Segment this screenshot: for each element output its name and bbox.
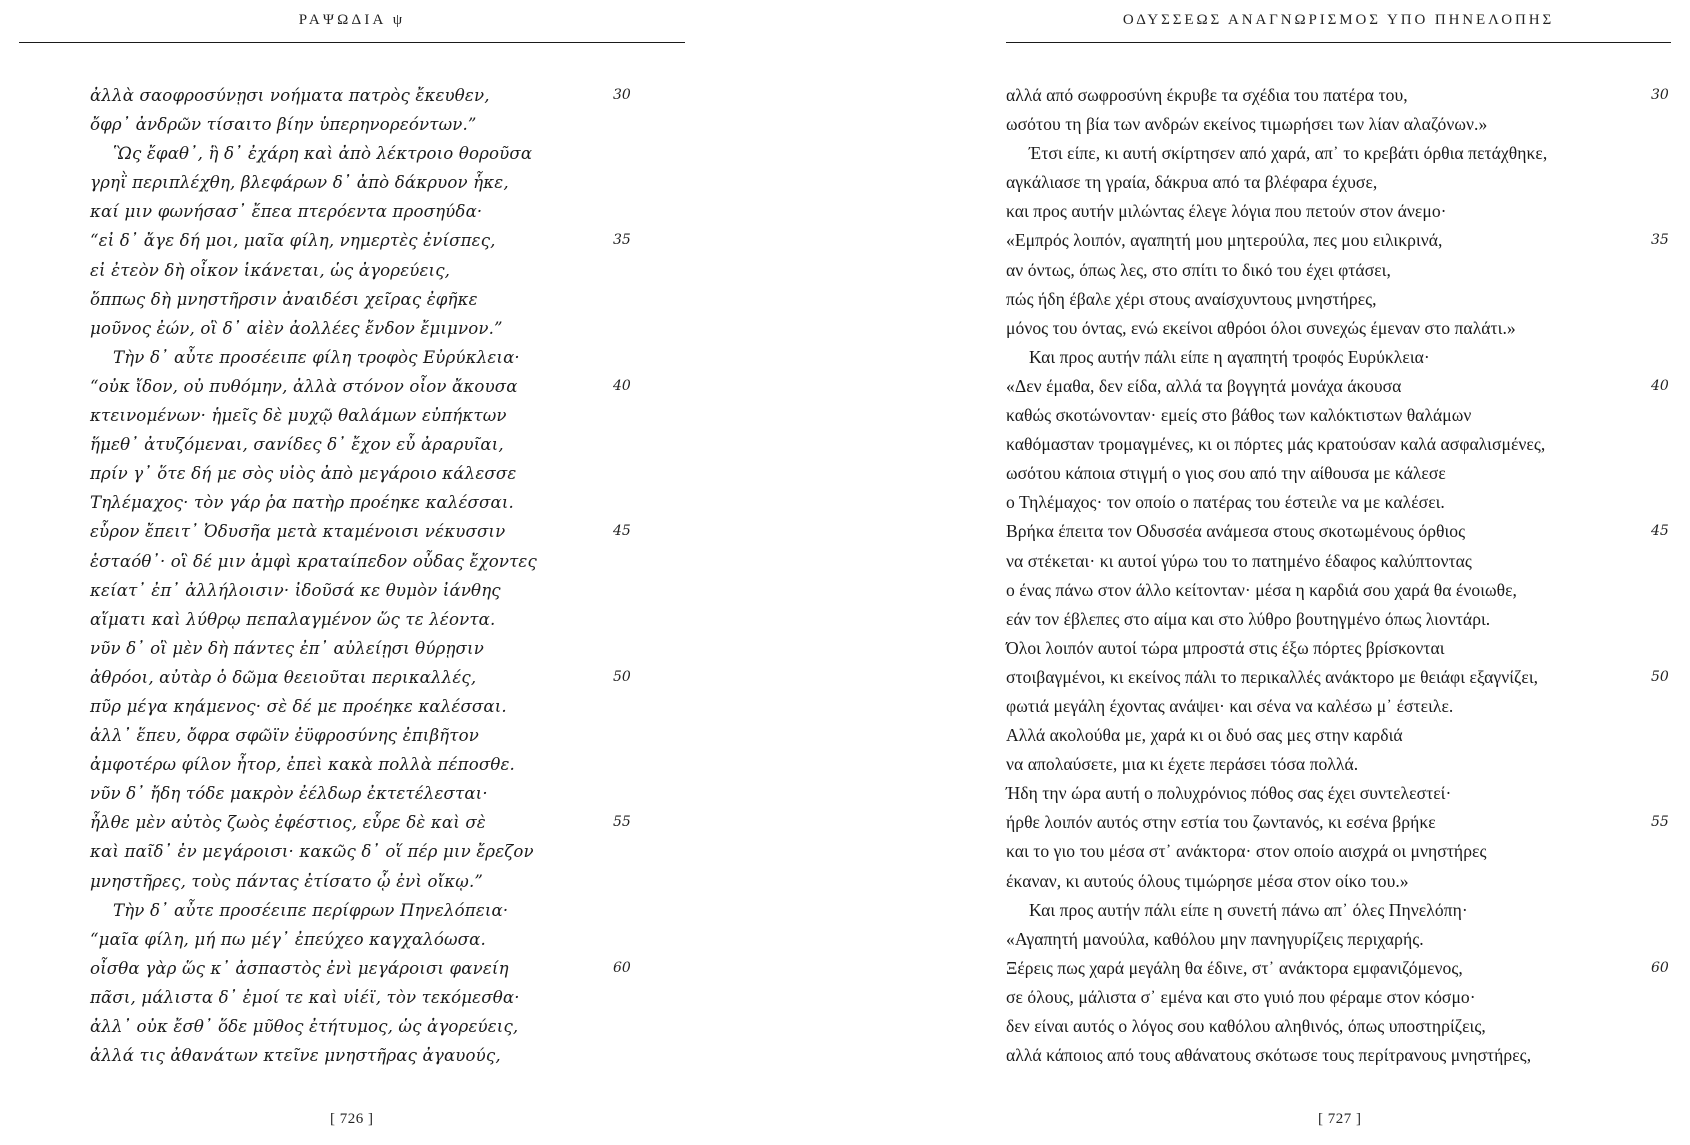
verse-line xyxy=(19,983,685,1012)
verse-line xyxy=(19,1012,685,1041)
page-number: [ 727 ] xyxy=(1318,1111,1362,1127)
verse-text: κείατ᾽ ἐπ᾽ ἀλλήλοισιν· ἰδοῦσά κε θυμὸν ἰάνθης xyxy=(90,580,501,600)
verse-line xyxy=(19,925,685,954)
verse-text: αν όντως, όπως λες, στο σπίτι το δικό του έχει φτάσει, xyxy=(1006,259,1391,280)
verse-text: ἑσταόθ᾽· οἳ δέ μιν ἀμφὶ κραταίπεδον οὖδας ἔχοντες xyxy=(90,551,537,571)
verse-text: ωσότου κάποια στιγμή ο γιος σου από την αίθουσα με κάλεσε xyxy=(1006,463,1446,484)
line-number: 40 xyxy=(613,377,631,394)
verse-line xyxy=(1006,226,1671,255)
verse-text: εἰ ἐτεὸν δὴ οἶκον ἱκάνεται, ὡς ἀγορεύεις, xyxy=(90,260,451,280)
verse-text: «Δεν έμαθα, δεν είδα, αλλά τα βογγητά μονάχα άκουσα xyxy=(1006,375,1402,396)
verse-text: γρηῒ περιπλέχθη, βλεφάρων δ᾽ ἀπὸ δάκρυον ἧκε, xyxy=(90,173,509,193)
verse-text: Τὴν δ᾽ αὖτε προσέειπε φίλη τροφὸς Εὐρύκλεια· xyxy=(113,347,520,367)
verse-line xyxy=(1006,808,1671,837)
verse-line xyxy=(1006,197,1671,226)
verse-line xyxy=(19,343,685,372)
verse-line xyxy=(1006,867,1671,896)
verse-list xyxy=(19,81,685,1070)
verse-line xyxy=(1006,576,1671,605)
verse-text: ωσότου τη βία των ανδρών εκείνος τιμωρήσει των λίαν αλαζόνων.» xyxy=(1006,114,1488,135)
verse-text: έκαναν, κι αυτούς όλους τιμώρησε μέσα στον οίκο του.» xyxy=(1006,870,1409,891)
verse-line xyxy=(1006,983,1671,1012)
verse-text: μόνος του όντας, ενώ εκείνοι αθρόοι όλοι συνεχώς έμεναν στο παλάτι.» xyxy=(1006,317,1516,338)
verse-line xyxy=(1006,168,1671,197)
verse-text: Και προς αυτήν πάλι είπε η αγαπητή τροφός Ευρύκλεια· xyxy=(1029,346,1430,367)
verse-text: “εἰ δ᾽ ἄγε δή μοι, μαῖα φίλη, νημερτὲς ἐνίσπες, xyxy=(90,231,496,251)
verse-line xyxy=(19,954,685,983)
verse-line xyxy=(19,837,685,866)
verse-text: πῦρ μέγα κηάμενος· σὲ δέ με προέηκε καλέσσαι. xyxy=(90,696,507,716)
verse-line xyxy=(1006,459,1671,488)
verse-text: ἀλλὰ σαοφροσύνῃσι νοήματα πατρὸς ἔκευθεν, xyxy=(90,86,490,105)
line-number: 40 xyxy=(1651,377,1669,394)
verse-line xyxy=(1006,721,1671,750)
verse-line xyxy=(19,896,685,925)
verse-line xyxy=(19,721,685,750)
verse-line xyxy=(1006,343,1671,372)
verse-line xyxy=(19,605,685,634)
verse-line xyxy=(1006,896,1671,925)
verse-line xyxy=(19,226,685,255)
verse-line xyxy=(1006,314,1671,343)
verse-text: ἀλλ᾽ ἕπευ, ὄφρα σφῶϊν ἐϋφροσύνης ἐπιβῆτον xyxy=(90,726,479,746)
verse-line xyxy=(1006,139,1671,168)
verse-line xyxy=(1006,1012,1671,1041)
verse-text: οἶσθα γὰρ ὥς κ᾽ ἀσπαστὸς ἐνὶ μεγάροισι φανείη xyxy=(90,958,509,978)
verse-text: νῦν δ᾽ οἳ μὲν δὴ πάντες ἐπ᾽ αὐλείῃσι θύρῃσιν xyxy=(90,638,484,658)
header-rule xyxy=(19,42,685,43)
verse-text: ήρθε λοιπόν αυτός στην εστία του ζωντανός, κι εσένα βρήκε xyxy=(1006,812,1436,833)
line-number: 55 xyxy=(1651,814,1669,831)
line-number: 55 xyxy=(613,814,631,831)
verse-text: σε όλους, μάλιστα σ᾽ εμένα και στο γυιό που φέραμε στον κόσμο· xyxy=(1006,986,1476,1007)
verse-line xyxy=(1006,401,1671,430)
verse-line xyxy=(19,634,685,663)
verse-text: Αλλά ακολούθα με, χαρά κι οι δυό σας μες στην καρδιά xyxy=(1006,725,1403,746)
verse-text: μνηστῆρες, τοὺς πάντας ἐτίσατο ᾧ ἐνὶ οἴκῳ.” xyxy=(90,871,484,891)
verse-line xyxy=(19,576,685,605)
verse-text: ο ένας πάνω στον άλλο κείτονταν· μέσα η καρδιά σου χαρά θα ένοιωθε, xyxy=(1006,579,1517,600)
verse-text: και το γιο του μέσα στ᾽ ανάκτορα· στον οποίο αισχρά οι μνηστήρες xyxy=(1006,841,1487,862)
left-page xyxy=(19,0,685,1145)
verse-text: και προς αυτήν μιλώντας έλεγε λόγια που πετούν στον άνεμο· xyxy=(1006,201,1447,222)
verse-text: καί μιν φωνήσασ᾽ ἔπεα πτερόεντα προσηύδα· xyxy=(90,202,483,222)
verse-text: Και προς αυτήν πάλι είπε η συνετή πάνω απ᾽ όλες Πηνελόπη· xyxy=(1029,899,1468,920)
line-number: 30 xyxy=(1651,87,1669,103)
verse-line xyxy=(19,1041,685,1070)
verse-line xyxy=(19,517,685,546)
verse-text: αγκάλιασε τη γραία, δάκρυα από τα βλέφαρα έχυσε, xyxy=(1006,172,1378,193)
verse-line xyxy=(1006,925,1671,954)
verse-text: κτεινομένων· ἡμεῖς δὲ μυχῷ θαλάμων εὐπήκτων xyxy=(90,406,507,426)
verse-text: Τηλέμαχος· τὸν γάρ ῥα πατὴρ προέηκε καλέσσαι. xyxy=(90,493,514,513)
verse-line xyxy=(1006,663,1671,692)
verse-text: ὄφρ᾽ ἀνδρῶν τίσαιτο βίην ὑπερηνορεόντων.” xyxy=(90,115,477,135)
verse-line xyxy=(1006,837,1671,866)
verse-text: καὶ παῖδ᾽ ἐν μεγάροισι· κακῶς δ᾽ οἵ πέρ μιν ἔρεζον xyxy=(90,842,534,862)
verse-line xyxy=(19,197,685,226)
line-number: 50 xyxy=(1651,668,1669,685)
verse-line xyxy=(19,692,685,721)
line-number: 60 xyxy=(1651,959,1669,976)
verse-text: Βρήκα έπειτα τον Οδυσσέα ανάμεσα στους σκοτωμένους όρθιος xyxy=(1006,521,1466,542)
verse-text: να στέκεται· κι αυτοί γύρω του το πατημένο έδαφος καλύπτοντας xyxy=(1006,550,1472,571)
verse-line xyxy=(1006,430,1671,459)
verse-text: πᾶσι, μάλιστα δ᾽ ἐμοί τε καὶ υἱέϊ, τὸν τεκόμεσθα· xyxy=(90,987,520,1007)
running-head: ΟΔΥΣΣΕΩΣ ΑΝΑΓΝΩΡΙΣΜΟΣ ΥΠΟ ΠΗΝΕΛΟΠΗΣ xyxy=(1122,12,1555,28)
verse-text: ἀλλ᾽ οὐκ ἔσθ᾽ ὅδε μῦθος ἐτήτυμος, ὡς ἀγορεύεις, xyxy=(90,1017,519,1036)
verse-text: ο Τηλέμαχος· τον οποίο ο πατέρας του έστειλε να με καλέσει. xyxy=(1006,492,1445,513)
verse-text: “οὐκ ἴδον, οὐ πυθόμην, ἀλλὰ στόνον οἶον ἄκουσα xyxy=(90,376,518,396)
verse-text: καθόμασταν τρομαγμένες, κι οι πόρτες μάς κρατούσαν καλά ασφαλισμένες, xyxy=(1006,434,1546,455)
verse-text: εὗρον ἔπειτ᾽ Ὀδυσῆα μετὰ κταμένοισι νέκυσσιν xyxy=(90,522,506,542)
verse-text: εάν τον έβλεπες στο αίμα και στο λύθρο βουτηγμένο όπως λιοντάρι. xyxy=(1006,608,1491,629)
verse-text: ἀμφοτέρω φίλον ἦτορ, ἐπεὶ κακὰ πολλὰ πέποσθε. xyxy=(90,755,515,775)
right-page xyxy=(1006,0,1671,1145)
verse-text: ἥμεθ᾽ ἀτυζόμεναι, σανίδες δ᾽ ἔχον εὖ ἀραρυῖαι, xyxy=(90,435,504,455)
verse-line xyxy=(1006,692,1671,721)
line-number: 30 xyxy=(613,87,631,103)
verse-line xyxy=(19,168,685,197)
verse-text: «Εμπρός λοιπόν, αγαπητή μου μητερούλα, πες μου ειλικρινά, xyxy=(1006,230,1443,251)
verse-line xyxy=(19,808,685,837)
verse-text: ὅππως δὴ μνηστῆρσιν ἀναιδέσι χεῖρας ἐφῆκε xyxy=(90,289,478,309)
verse-line xyxy=(19,430,685,459)
verse-line xyxy=(1006,256,1671,285)
verse-text: ἀλλά τις ἀθανάτων κτεῖνε μνηστῆρας ἀγαυούς, xyxy=(90,1046,501,1066)
page-number: [ 726 ] xyxy=(330,1111,374,1127)
verse-text: καθώς σκοτώνονταν· εμείς στο βάθος των καλόκτιστων θαλάμων xyxy=(1006,405,1472,426)
verse-line xyxy=(19,547,685,576)
verse-line xyxy=(1006,779,1671,808)
line-number: 35 xyxy=(613,232,631,249)
verse-line xyxy=(1006,517,1671,546)
verse-text: Έτσι είπε, κι αυτή σκίρτησεν από χαρά, απ᾽ το κρεβάτι όρθια πετάχθηκε, xyxy=(1029,143,1548,164)
verse-line xyxy=(19,110,685,139)
header-rule xyxy=(1006,42,1671,43)
line-number: 60 xyxy=(613,959,631,976)
verse-line xyxy=(19,256,685,285)
verse-line xyxy=(19,779,685,808)
verse-line xyxy=(19,372,685,401)
verse-line xyxy=(19,488,685,517)
running-head: ΡΑΨΩΔΙΑ ψ xyxy=(298,12,406,28)
verse-text: Τὴν δ᾽ αὖτε προσέειπε περίφρων Πηνελόπεια· xyxy=(113,900,509,920)
verse-text: νῦν δ᾽ ἤδη τόδε μακρὸν ἐέλδωρ ἐκτετέλεσται· xyxy=(90,784,488,804)
verse-text: μοῦνος ἐών, οἳ δ᾽ αἰὲν ἀολλέες ἔνδον ἔμιμνον.” xyxy=(90,318,503,338)
verse-line xyxy=(1006,488,1671,517)
verse-line xyxy=(19,314,685,343)
verse-line xyxy=(19,139,685,168)
verse-text: να απολαύσετε, μια κι έχετε περάσει τόσα πολλά. xyxy=(1006,754,1359,775)
verse-line xyxy=(19,401,685,430)
verse-text: Όλοι λοιπόν αυτοί τώρα μπροστά στις έξω πόρτες βρίσκονται xyxy=(1006,637,1445,658)
verse-text: στοιβαγμένοι, κι εκείνος πάλι το περικαλλές ανάκτορο με θειάφι εξαγνίζει, xyxy=(1006,666,1539,687)
verse-text: Ὣς ἔφαθ᾽, ἣ δ᾽ ἐχάρη καὶ ἀπὸ λέκτροιο θοροῦσα xyxy=(113,144,533,164)
verse-line xyxy=(19,285,685,314)
line-number: 50 xyxy=(613,668,631,685)
verse-text: πρίν γ᾽ ὅτε δή με σὸς υἱὸς ἀπὸ μεγάροιο κάλεσσε xyxy=(90,464,517,484)
verse-line xyxy=(1006,372,1671,401)
verse-text: ἀθρόοι, αὐτὰρ ὁ δῶμα θεειοῦται περικαλλές, xyxy=(90,667,477,687)
verse-line xyxy=(1006,1041,1671,1070)
line-number: 45 xyxy=(613,523,631,540)
verse-line xyxy=(19,663,685,692)
line-number: 45 xyxy=(1651,523,1669,540)
verse-text: αἵματι καὶ λύθρῳ πεπαλαγμένον ὥς τε λέοντα. xyxy=(90,609,496,629)
verse-line xyxy=(1006,634,1671,663)
verse-line xyxy=(19,750,685,779)
verse-line xyxy=(1006,547,1671,576)
verse-text: ἦλθε μὲν αὐτὸς ζωὸς ἐφέστιος, εὗρε δὲ καὶ σὲ xyxy=(90,813,486,833)
verse-text: πώς ήδη έβαλε χέρι στους αναίσχυντους μνηστήρες, xyxy=(1006,288,1377,309)
verse-text: Ήδη την ώρα αυτή ο πολυχρόνιος πόθος σας έχει συντελεστεί· xyxy=(1006,783,1452,804)
verse-text: φωτιά μεγάλη έχοντας ανάψει· και σένα να καλέσω μ᾽ έστειλε. xyxy=(1006,695,1454,716)
verse-text: Ξέρεις πως χαρά μεγάλη θα έδινε, στ᾽ ανάκτορα εμφανιζόμενος, xyxy=(1006,957,1463,978)
verse-line xyxy=(1006,285,1671,314)
verse-line xyxy=(19,459,685,488)
verse-line xyxy=(1006,750,1671,779)
verse-line xyxy=(19,867,685,896)
verse-text: “μαῖα φίλη, μή πω μέγ᾽ ἐπεύχεο καγχαλόωσα. xyxy=(90,929,486,949)
verse-list xyxy=(1006,81,1671,1070)
verse-text: «Αγαπητή μανούλα, καθόλου μην πανηγυρίζεις περιχαρής. xyxy=(1006,928,1424,949)
verse-line xyxy=(1006,81,1671,110)
verse-text: αλλά κάποιος από τους αθάνατους σκότωσε τους περίτρανους μνηστήρες, xyxy=(1006,1045,1532,1066)
line-number: 35 xyxy=(1651,232,1669,249)
verse-line xyxy=(19,81,685,110)
verse-line xyxy=(1006,954,1671,983)
verse-text: αλλά από σωφροσύνη έκρυβε τα σχέδια του πατέρα του, xyxy=(1006,85,1408,105)
verse-text: δεν είναι αυτός ο λόγος σου καθόλου αληθινός, όπως υποστηρίζεις, xyxy=(1006,1016,1486,1036)
verse-line xyxy=(1006,605,1671,634)
verse-line xyxy=(1006,110,1671,139)
